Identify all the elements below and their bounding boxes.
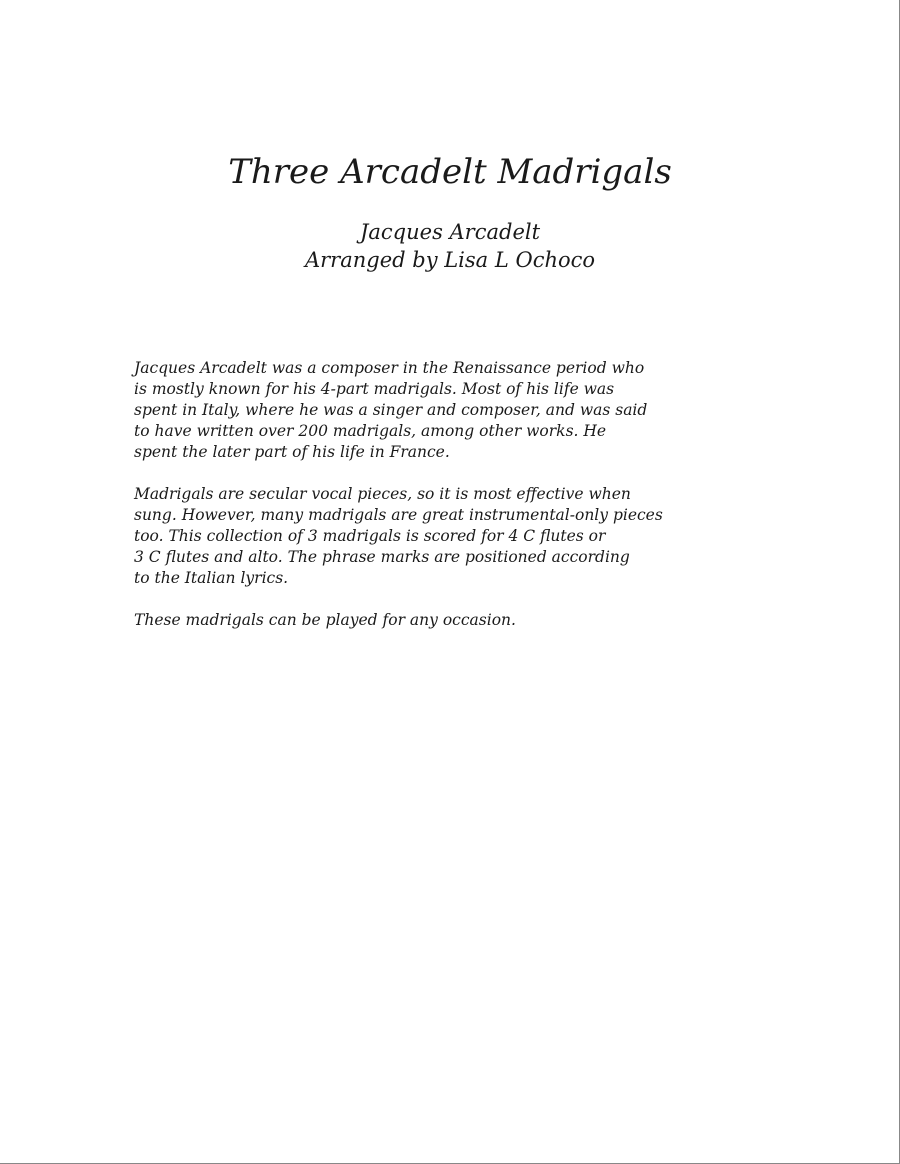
- text-line: to have written over 200 madrigals, among other works. He: [134, 422, 607, 440]
- text-line: Madrigals are secular vocal pieces, so it is most effective when: [134, 485, 631, 503]
- page-title: Three Arcadelt Madrigals: [228, 152, 672, 192]
- text-line: to the Italian lyrics.: [134, 569, 289, 587]
- text-line: is mostly known for his 4-part madrigals. Most of his life was: [134, 380, 615, 398]
- credits-block: [0, 218, 900, 274]
- text-line: Jacques Arcadelt was a composer in the Renaissance period who: [134, 359, 645, 377]
- description-body: [134, 358, 774, 652]
- text-line: spent in Italy, where he was a singer and composer, and was said: [134, 401, 648, 419]
- arranger-credit: Arranged by Lisa L Ochoco: [304, 248, 596, 272]
- paragraph-biography: [134, 358, 774, 463]
- composer-name: Jacques Arcadelt: [359, 220, 541, 244]
- text-line: These madrigals can be played for any occasion.: [134, 611, 516, 629]
- text-line: sung. However, many madrigals are great instrumental-only pieces: [134, 506, 663, 524]
- paragraph-occasion: [134, 610, 774, 631]
- paragraph-scoring: [134, 484, 774, 589]
- text-line: too. This collection of 3 madrigals is scored for 4 C flutes or: [134, 527, 606, 545]
- text-line: spent the later part of his life in France.: [134, 443, 450, 461]
- text-line: 3 C flutes and alto. The phrase marks are positioned according: [134, 548, 630, 566]
